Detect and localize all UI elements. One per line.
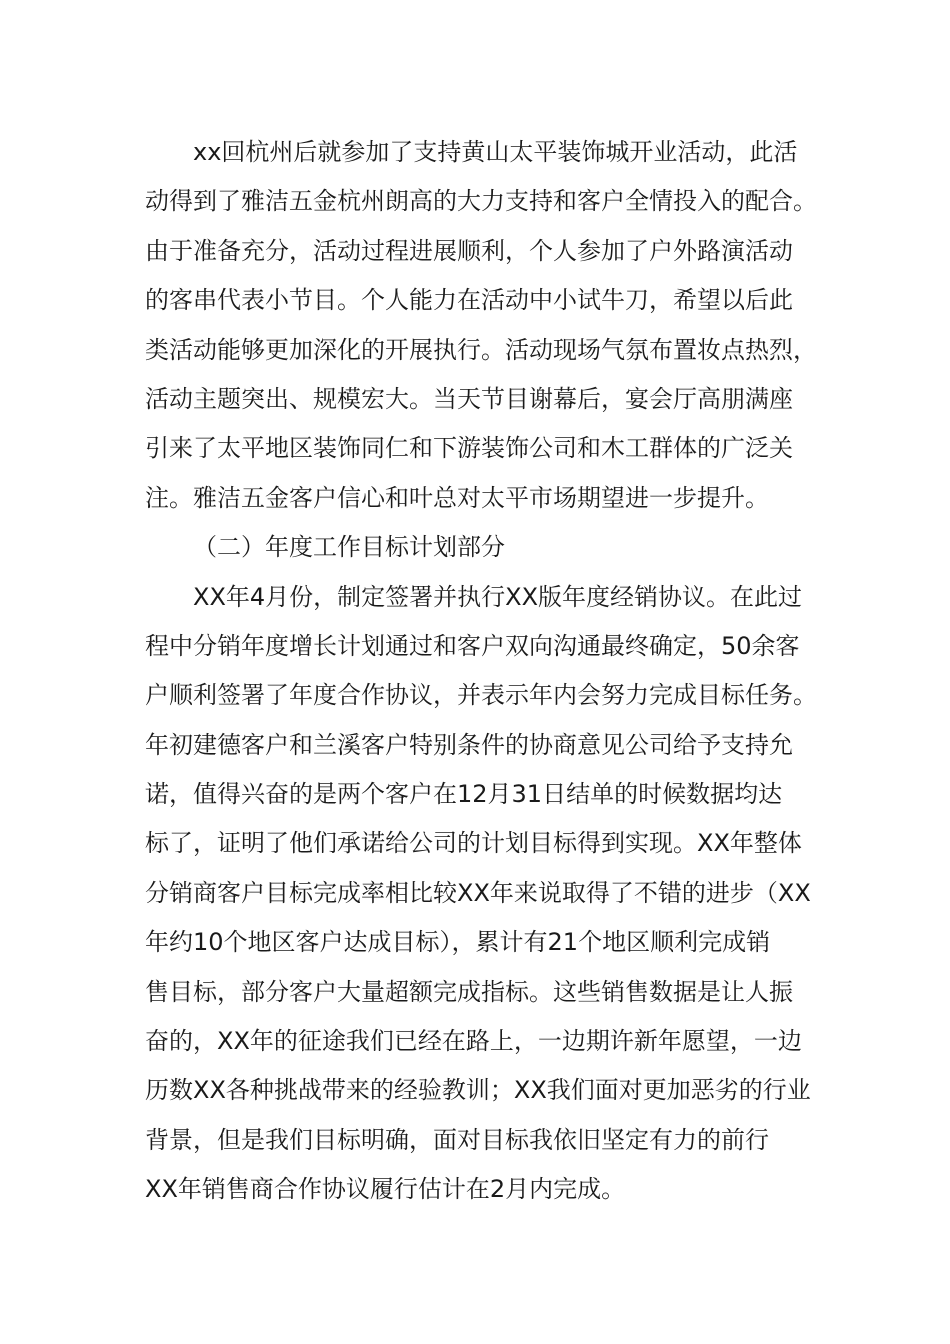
paragraph-line: 程中分销年度增长计划通过和客户双向沟通最终确定，50余客 [145, 631, 800, 660]
paragraph-line: 标了，证明了他们承诺给公司的计划目标得到实现。XX年整体 [145, 829, 802, 858]
paragraph-line: 奋的，XX年的征途我们已经在路上，一边期许新年愿望，一边 [145, 1027, 802, 1056]
paragraph-line: 引来了太平地区装饰同仁和下游装饰公司和木工群体的广泛关 [145, 434, 793, 463]
paragraph-line: 类活动能够更加深化的开展执行。活动现场气氛布置妆点热烈， [145, 335, 817, 364]
paragraph-line: 分销商客户目标完成率相比较XX年来说取得了不错的进步（XX [145, 878, 811, 907]
paragraph-line: 年初建德客户和兰溪客户特别条件的协商意见公司给予支持允 [145, 730, 793, 759]
paragraph-line: xx回杭州后就参加了支持黄山太平装饰城开业活动，此活 [193, 138, 798, 166]
body-text [145, 133, 825, 1220]
paragraph-line: XX年销售商合作协议履行估计在2月内完成。 [145, 1175, 626, 1204]
paragraph-line: 注。雅洁五金客户信心和叶总对太平市场期望进一步提升。 [145, 483, 769, 512]
paragraph-line: 户顺利签署了年度合作协议，并表示年内会努力完成目标任务。 [145, 681, 817, 710]
paragraph-line: 背景，但是我们目标明确，面对目标我依旧坚定有力的前行 [145, 1125, 769, 1154]
paragraph-line: XX年4月份，制定签署并执行XX版年度经销协议。在此过 [193, 582, 803, 611]
paragraph-line: 售目标，部分客户大量超额完成指标。这些销售数据是让人振 [145, 977, 793, 1006]
paragraph-line: 由于准备充分，活动过程进展顺利，个人参加了户外路演活动 [145, 236, 793, 265]
paragraph-line: 诺，值得兴奋的是两个客户在12月31日结单的时候数据均达 [145, 780, 783, 809]
paragraph-line: 历数XX各种挑战带来的经验教训；XX我们面对更加恶劣的行业 [145, 1076, 811, 1105]
paragraph-line: 活动主题突出、规模宏大。当天节目谢幕后，宴会厅高朋满座 [145, 384, 793, 413]
paragraph-line: 动得到了雅洁五金杭州朗高的大力支持和客户全情投入的配合。 [145, 187, 817, 216]
section-heading: （二）年度工作目标计划部分 [193, 533, 505, 562]
paragraph-line: 年约10个地区客户达成目标），累计有21个地区顺利完成销 [145, 928, 771, 957]
paragraph-line: 的客串代表小节目。个人能力在活动中小试牛刀，希望以后此 [145, 286, 793, 315]
